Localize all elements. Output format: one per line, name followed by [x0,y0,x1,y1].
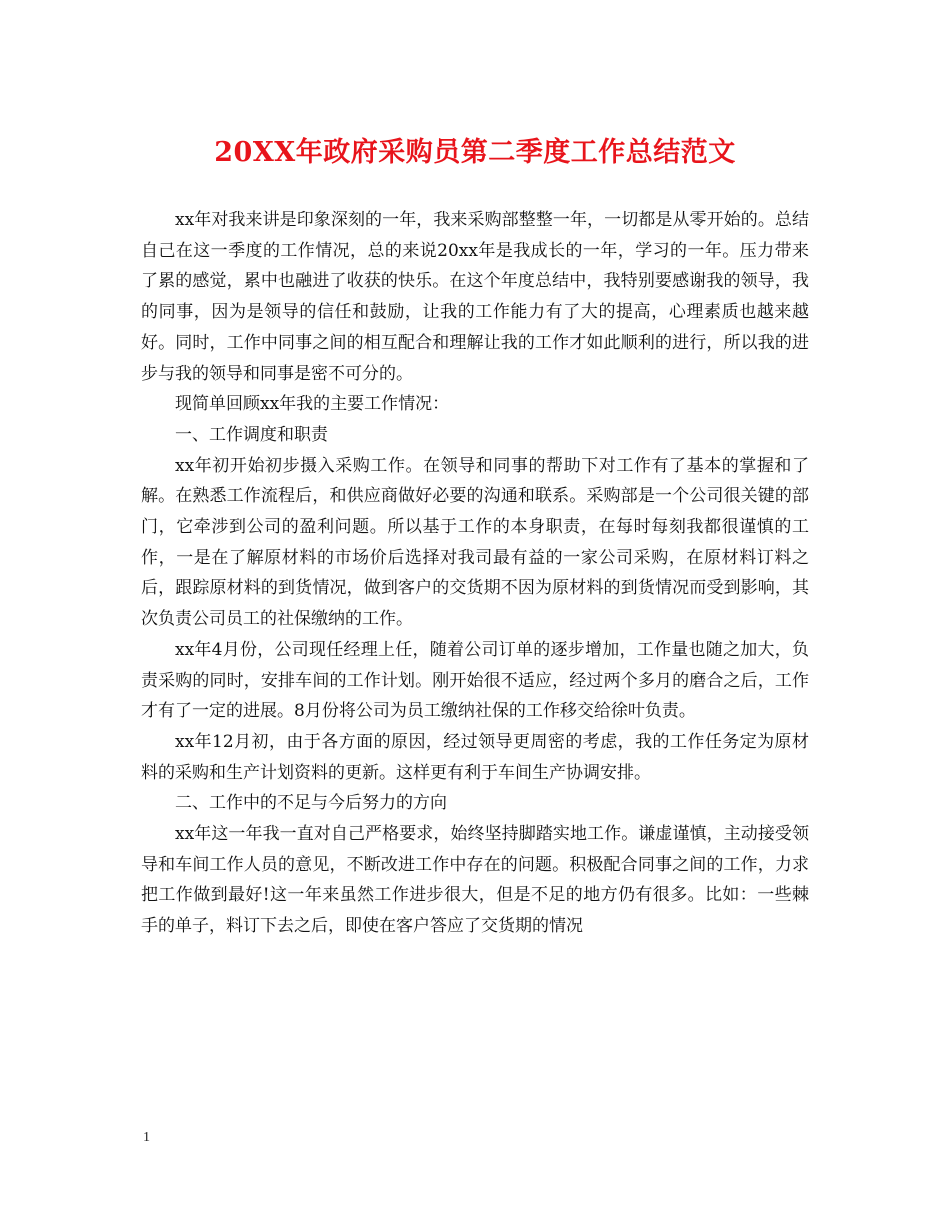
paragraph-april: xx年4月份，公司现任经理上任，随着公司订单的逐步增加，工作量也随之加大，负责采购的同时，安排车间的工作计划。刚开始很不适应，经过两个多月的磨合之后，工作才有了一定的进展。8月份将公司为员工缴纳社保的工作移交给徐叶负责。 [141,639,809,722]
paragraph-december: xx年12月初，由于各方面的原因，经过领导更周密的考虑，我的工作任务定为原材料的采购和生产计划资料的更新。这样更有利于车间生产协调安排。 [141,731,809,783]
paragraph-early-year: xx年初开始初步摄入采购工作。在领导和同事的帮助下对工作有了基本的掌握和了解。在熟悉工作流程后，和供应商做好必要的沟通和联系。采购部是一个公司很关键的部门，它牵涉到公司的盈利问题。所以基于工作的本身职责，在每时每刻我都很谨慎的工作，一是在了解原材料的市场价后选择对我司最有益的一家公司采购，在原材料订料之后，跟踪原材料的到货情况，做到客户的交货期不因为原材料的到货情况而受到影响，其次负责公司员工的社保缴纳的工作。 [141,455,809,630]
paragraph-shortcomings: xx年这一年我一直对自己严格要求，始终坚持脚踏实地工作。谦虚谨慎，主动接受领导和车间工作人员的意见，不断改进工作中存在的问题。积极配合同事之间的工作，力求把工作做到最好!这一年来虽然工作进步很大，但是不足的地方仍有很多。比如：一些棘手的单子，料订下去之后，即使在客户答应了交货期的情况 [141,824,809,937]
section-heading-shortcomings: 二、工作中的不足与今后努力的方向 [175,793,447,814]
section-heading-duties: 一、工作调度和职责 [175,424,328,445]
page-number: 1 [143,1130,150,1145]
paragraph-intro: xx年对我来讲是印象深刻的一年，我来采购部整整一年，一切都是从零开始的。总结自己在这一季度的工作情况，总的来说20xx年是我成长的一年，学习的一年。压力带来了累的感觉，累中也融进了收获的快乐。在这个年度总结中，我特别要感谢我的领导，我的同事，因为是领导的信任和鼓励，让我的工作能力有了大的提高，心理素质也越来越好。同时，工作中同事之间的相互配合和理解让我的工作才如此顺利的进行，所以我的进步与我的领导和同事是密不可分的。 [141,210,809,384]
document-body [141,205,809,942]
paragraph-review-lead: 现简单回顾xx年我的主要工作情况： [175,394,450,415]
document-title: 20XX年政府采购员第二季度工作总结范文 [214,137,736,168]
